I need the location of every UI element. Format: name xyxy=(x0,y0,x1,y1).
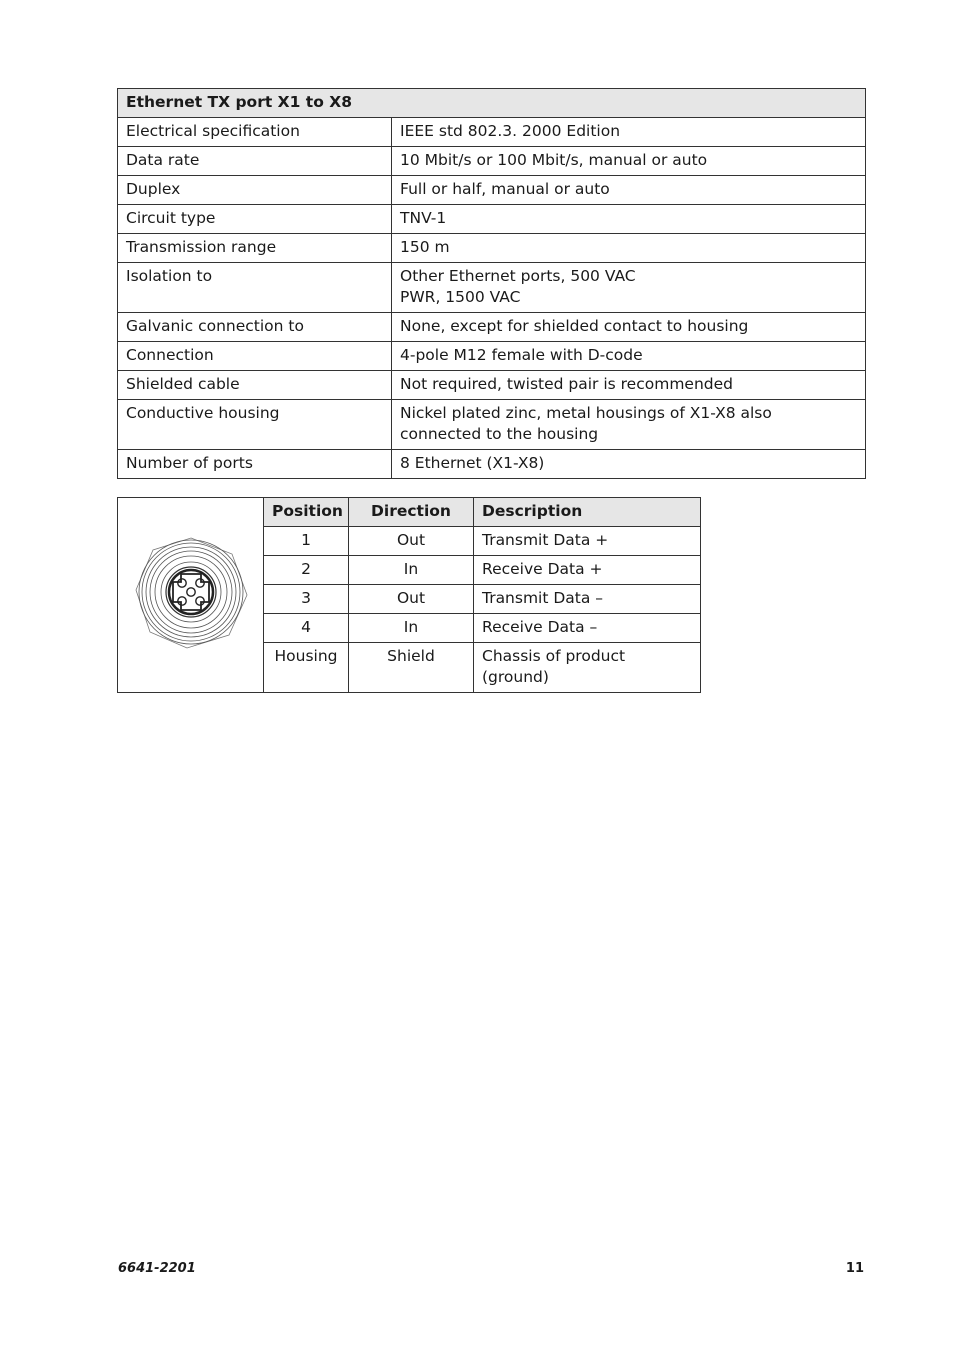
spec-value xyxy=(392,263,866,313)
spec-value: None, except for shielded contact to housing xyxy=(392,313,866,342)
pin-header-description: Description xyxy=(474,498,701,527)
pin-direction: Out xyxy=(349,585,474,614)
pin-direction: Out xyxy=(349,527,474,556)
spec-label: Shielded cable xyxy=(118,371,392,400)
pin-header-direction: Direction xyxy=(349,498,474,527)
spec-table-title: Ethernet TX port X1 to X8 xyxy=(118,89,866,118)
pin-description: Transmit Data + xyxy=(474,527,701,556)
table-row xyxy=(118,263,866,313)
spec-value: 8 Ethernet (X1-X8) xyxy=(392,450,866,479)
spec-label: Conductive housing xyxy=(118,400,392,450)
spec-label: Duplex xyxy=(118,176,392,205)
pin-position: 1 xyxy=(264,527,349,556)
table-row xyxy=(118,450,866,479)
pin-table-header-row xyxy=(118,498,701,527)
table-row xyxy=(118,176,866,205)
ethernet-spec-table xyxy=(117,88,866,479)
table-row xyxy=(118,371,866,400)
pin-position: 4 xyxy=(264,614,349,643)
pin-description: Chassis of product (ground) xyxy=(474,643,701,693)
spec-value: IEEE std 802.3. 2000 Edition xyxy=(392,118,866,147)
spec-value: 150 m xyxy=(392,234,866,263)
spec-label: Connection xyxy=(118,342,392,371)
spec-label: Electrical specification xyxy=(118,118,392,147)
pin-description: Receive Data + xyxy=(474,556,701,585)
spec-label: Transmission range xyxy=(118,234,392,263)
table-row xyxy=(118,313,866,342)
pin-position: 3 xyxy=(264,585,349,614)
pin-direction: Shield xyxy=(349,643,474,693)
pin-position: 2 xyxy=(264,556,349,585)
spec-value-line: Other Ethernet ports, 500 VAC xyxy=(400,267,636,285)
pin-description: Receive Data – xyxy=(474,614,701,643)
m12-connector-image xyxy=(118,498,264,693)
spec-label: Isolation to xyxy=(118,263,392,313)
m12-connector-icon xyxy=(131,532,251,652)
table-row xyxy=(118,400,866,450)
pin-description: Transmit Data – xyxy=(474,585,701,614)
spec-label: Circuit type xyxy=(118,205,392,234)
spec-value: 4-pole M12 female with D-code xyxy=(392,342,866,371)
spec-value: TNV-1 xyxy=(392,205,866,234)
spec-value: Not required, twisted pair is recommended xyxy=(392,371,866,400)
spec-label: Galvanic connection to xyxy=(118,313,392,342)
table-row xyxy=(118,342,866,371)
document-number: 6641-2201 xyxy=(118,1261,196,1276)
spec-value: 10 Mbit/s or 100 Mbit/s, manual or auto xyxy=(392,147,866,176)
page-number: 11 xyxy=(845,1261,864,1276)
spec-label: Number of ports xyxy=(118,450,392,479)
spec-value: Full or half, manual or auto xyxy=(392,176,866,205)
pin-direction: In xyxy=(349,556,474,585)
table-row xyxy=(118,205,866,234)
spec-table-header-row xyxy=(118,89,866,118)
pin-position: Housing xyxy=(264,643,349,693)
table-row xyxy=(118,118,866,147)
pin-direction: In xyxy=(349,614,474,643)
spec-value-line: PWR, 1500 VAC xyxy=(400,288,521,306)
spec-label: Data rate xyxy=(118,147,392,176)
pin-header-position: Position xyxy=(264,498,349,527)
table-row xyxy=(118,234,866,263)
pin-assignment-table xyxy=(117,497,701,693)
table-row xyxy=(118,147,866,176)
spec-value: Nickel plated zinc, metal housings of X1-X8 also connected to the housing xyxy=(392,400,866,450)
